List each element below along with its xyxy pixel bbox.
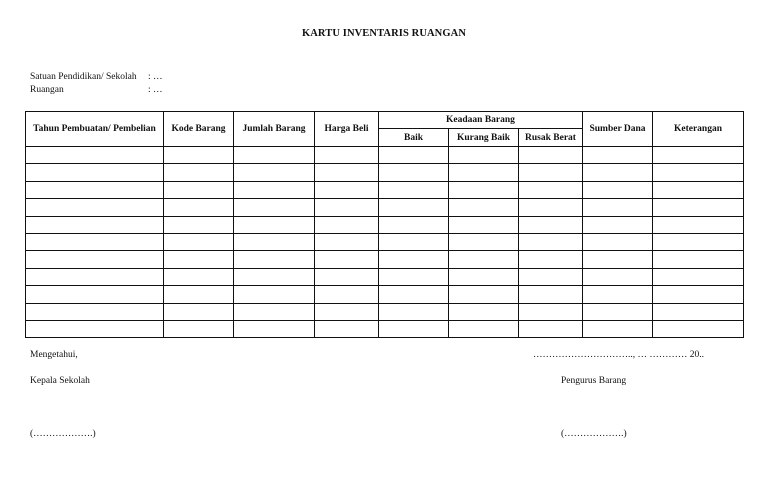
table-cell <box>164 164 234 181</box>
inventory-table <box>25 111 744 338</box>
header-jumlah: Jumlah Barang <box>234 112 315 147</box>
header-kurang-baik: Kurang Baik <box>449 129 519 147</box>
header-tahun: Tahun Pembuatan/ Pembelian <box>26 112 164 147</box>
page-title: KARTU INVENTARIS RUANGAN <box>301 28 467 39</box>
table-cell <box>519 303 583 320</box>
table-cell <box>164 147 234 164</box>
table-cell <box>26 216 164 233</box>
school-label: Satuan Pendidikan/ Sekolah <box>30 72 137 82</box>
table-row <box>26 147 744 164</box>
table-cell <box>234 164 315 181</box>
table-cell <box>583 251 653 268</box>
header-keadaan: Keadaan Barang <box>379 112 583 129</box>
table-cell <box>449 268 519 285</box>
table-cell <box>519 233 583 250</box>
table-cell <box>583 286 653 303</box>
table-cell <box>164 320 234 337</box>
signature-left: (……………….) <box>30 429 96 439</box>
table-cell <box>449 181 519 198</box>
table-cell <box>449 233 519 250</box>
table-cell <box>379 303 449 320</box>
table-cell <box>234 233 315 250</box>
table-cell <box>164 181 234 198</box>
mengetahui-label: Mengetahui, <box>30 350 78 360</box>
table-cell <box>519 164 583 181</box>
table-cell <box>449 147 519 164</box>
table-cell <box>315 251 379 268</box>
room-value: : … <box>148 85 163 95</box>
room-line <box>30 85 163 95</box>
pengurus-barang-label: Pengurus Barang <box>561 376 627 386</box>
table-cell <box>164 303 234 320</box>
table-row <box>26 181 744 198</box>
table-row <box>26 164 744 181</box>
table-row <box>26 199 744 216</box>
table-cell <box>449 199 519 216</box>
table-cell <box>583 147 653 164</box>
table-cell <box>583 164 653 181</box>
table-cell <box>519 320 583 337</box>
table-cell <box>164 286 234 303</box>
table-row <box>26 320 744 337</box>
table-cell <box>26 164 164 181</box>
table-cell <box>653 320 744 337</box>
table-cell <box>379 216 449 233</box>
table-cell <box>315 320 379 337</box>
header-baik: Baik <box>379 129 449 147</box>
table-cell <box>315 181 379 198</box>
table-cell <box>519 147 583 164</box>
table-cell <box>26 303 164 320</box>
table-cell <box>379 286 449 303</box>
table-cell <box>26 147 164 164</box>
table-cell <box>653 216 744 233</box>
table-cell <box>449 320 519 337</box>
table-cell <box>315 147 379 164</box>
table-cell <box>449 303 519 320</box>
table-cell <box>653 164 744 181</box>
table-cell <box>315 268 379 285</box>
table-cell <box>26 251 164 268</box>
table-row <box>26 233 744 250</box>
table-row <box>26 268 744 285</box>
table-cell <box>653 233 744 250</box>
table-cell <box>315 199 379 216</box>
table-cell <box>653 251 744 268</box>
table-cell <box>26 286 164 303</box>
table-cell <box>519 216 583 233</box>
header-harga: Harga Beli <box>315 112 379 147</box>
table-cell <box>519 199 583 216</box>
header-kode: Kode Barang <box>164 112 234 147</box>
table-cell <box>379 164 449 181</box>
table-cell <box>164 216 234 233</box>
table-cell <box>449 251 519 268</box>
table-row <box>26 286 744 303</box>
table-cell <box>653 181 744 198</box>
table-cell <box>26 181 164 198</box>
header-keterangan: Keterangan <box>653 112 744 147</box>
table-cell <box>653 147 744 164</box>
table-cell <box>26 268 164 285</box>
table-cell <box>653 199 744 216</box>
table-cell <box>519 251 583 268</box>
table-row <box>26 216 744 233</box>
table-row <box>26 303 744 320</box>
table-cell <box>449 164 519 181</box>
table-cell <box>234 181 315 198</box>
header-sumber: Sumber Dana <box>583 112 653 147</box>
table-cell <box>234 147 315 164</box>
date-line: ………………………….., … ………… 20.. <box>533 350 704 360</box>
table-cell <box>379 320 449 337</box>
signature-right: (……………….) <box>561 429 627 439</box>
table-cell <box>379 181 449 198</box>
table-cell <box>379 251 449 268</box>
table-cell <box>653 303 744 320</box>
table-cell <box>315 216 379 233</box>
table-cell <box>26 199 164 216</box>
table-cell <box>653 268 744 285</box>
kepala-sekolah-label: Kepala Sekolah <box>30 376 90 386</box>
table-cell <box>234 286 315 303</box>
table-cell <box>315 286 379 303</box>
table-cell <box>315 164 379 181</box>
table-cell <box>234 251 315 268</box>
table-cell <box>164 199 234 216</box>
table-cell <box>583 199 653 216</box>
table-cell <box>653 286 744 303</box>
table-cell <box>164 233 234 250</box>
table-cell <box>379 199 449 216</box>
school-line <box>30 72 163 82</box>
table-cell <box>164 268 234 285</box>
header-rusak-berat: Rusak Berat <box>519 129 583 147</box>
table-cell <box>519 181 583 198</box>
table-cell <box>26 233 164 250</box>
table-cell <box>379 233 449 250</box>
table-cell <box>234 320 315 337</box>
table-cell <box>449 286 519 303</box>
table-cell <box>379 268 449 285</box>
table-cell <box>519 268 583 285</box>
table-cell <box>234 199 315 216</box>
school-value: : … <box>148 72 163 82</box>
table-cell <box>315 233 379 250</box>
table-cell <box>583 233 653 250</box>
table-cell <box>26 320 164 337</box>
table-cell <box>379 147 449 164</box>
table-cell <box>519 286 583 303</box>
table-cell <box>164 251 234 268</box>
table-cell <box>315 303 379 320</box>
table-cell <box>583 303 653 320</box>
table-cell <box>234 268 315 285</box>
table-cell <box>583 268 653 285</box>
table-cell <box>583 320 653 337</box>
table-cell <box>234 216 315 233</box>
table-cell <box>234 303 315 320</box>
table-row <box>26 251 744 268</box>
table-cell <box>449 216 519 233</box>
room-label: Ruangan <box>30 85 64 95</box>
table-cell <box>583 216 653 233</box>
table-cell <box>583 181 653 198</box>
